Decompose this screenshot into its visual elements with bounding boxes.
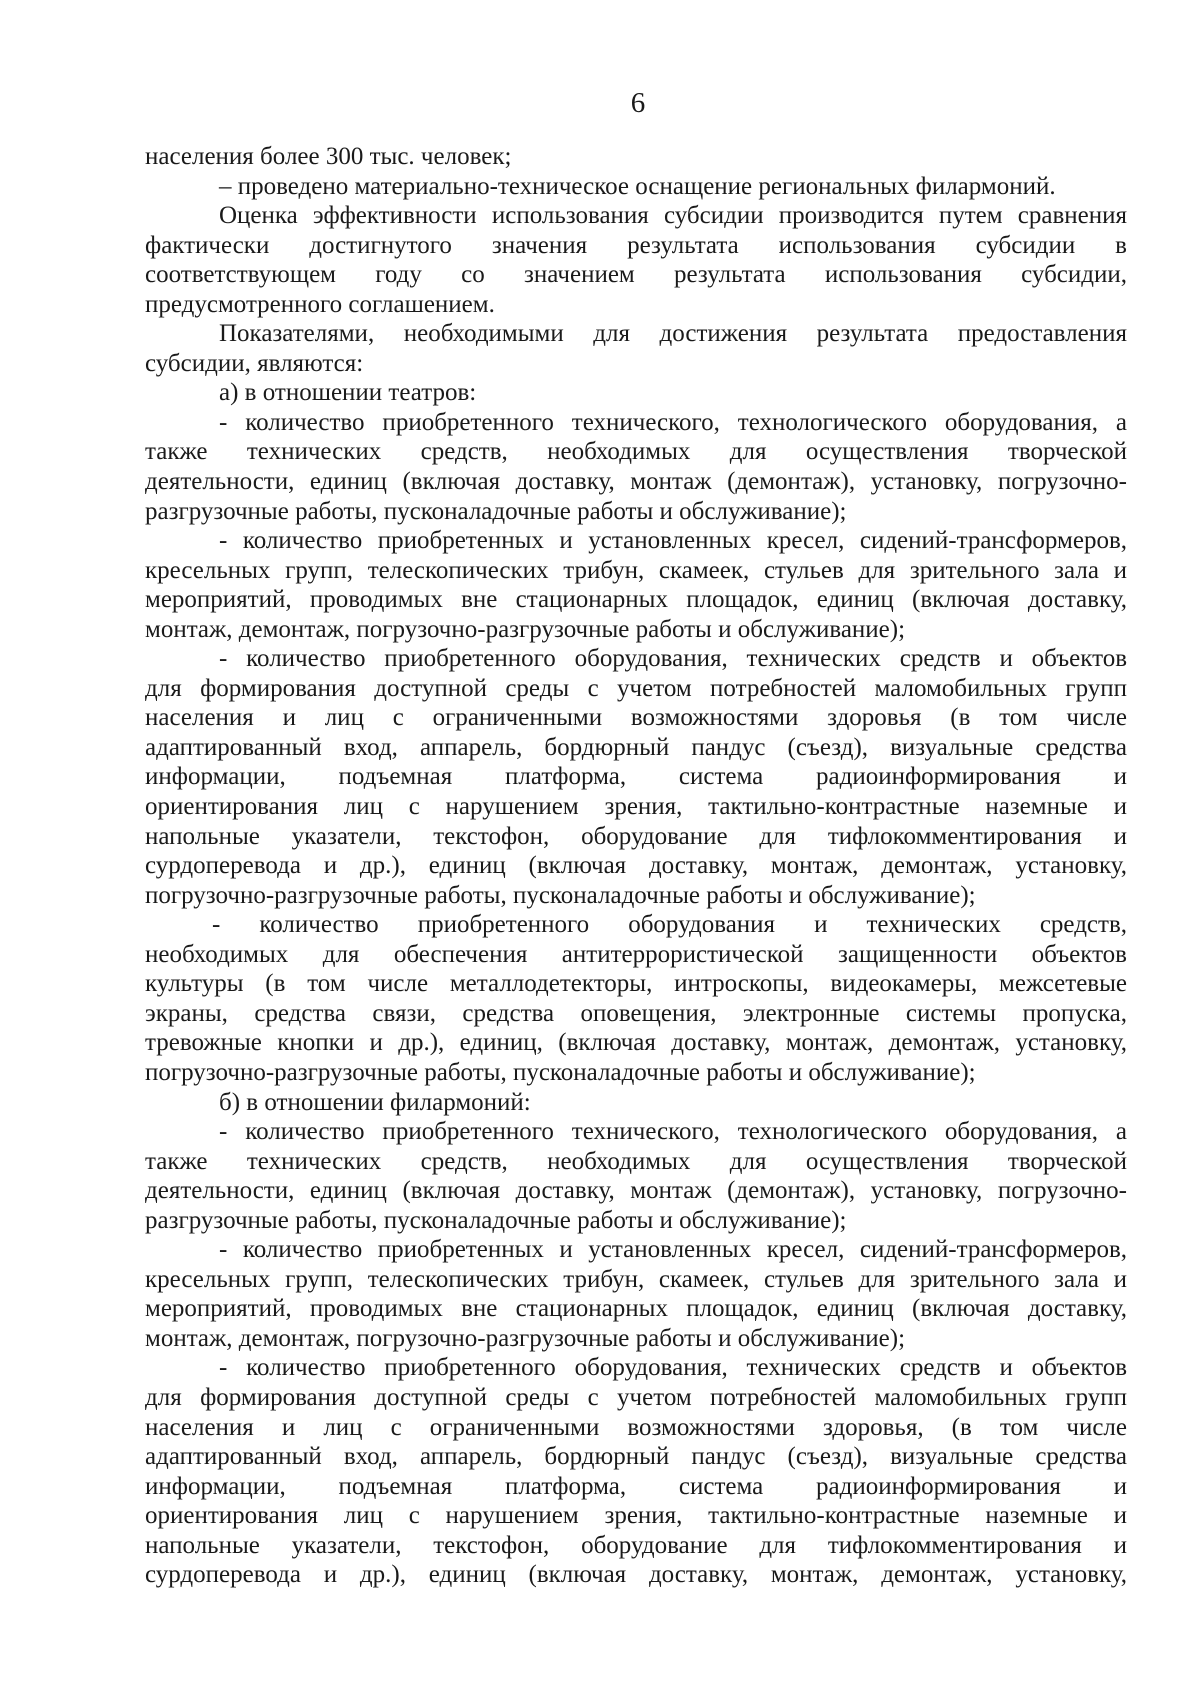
text-line: ориентирования лиц с нарушением зрения, тактильно-контрастные наземные и (145, 1502, 1127, 1530)
page-number: 6 (630, 87, 646, 119)
text-line: сурдоперевода и др.), единиц (включая доставку, монтаж, демонтаж, установку, (145, 1561, 1127, 1589)
text-line: населения более 300 тыс. человек; (145, 143, 512, 170)
text-line: культуры (в том числе металлодетекторы, интроскопы, видеокамеры, межсетевые (145, 970, 1127, 998)
text-line: предусмотренного соглашением. (145, 290, 495, 318)
text-line: необходимых для обеспечения антитеррористической защищенности объектов (145, 940, 1127, 968)
text-line: напольные указатели, текстофон, оборудование для тифлокомментирования и (145, 822, 1127, 850)
text-line: субсидии, являются: (145, 349, 364, 377)
text-line: Показателями, необходимыми для достижения результата предоставления (219, 320, 1127, 348)
text-line: фактически достигнутого значения результата использования субсидии в (145, 231, 1127, 259)
text-line: мероприятий, проводимых вне стационарных площадок, единиц (включая доставку, (145, 1295, 1127, 1323)
text-line: - количество приобретенного оборудования, технических средств и объектов (219, 1354, 1127, 1382)
text-line: также технических средств, необходимых для осуществления творческой (145, 1147, 1127, 1175)
text-line: разгрузочные работы, пусконаладочные работы и обслуживание); (145, 497, 847, 525)
text-line: монтаж, демонтаж, погрузочно-разгрузочные работы и обслуживание); (145, 1324, 906, 1352)
text-line: - количество приобретенного технического, технологического оборудования, а (219, 408, 1127, 436)
text-line: ориентирования лиц с нарушением зрения, тактильно-контрастные наземные и (145, 793, 1127, 821)
text-line: адаптированный вход, аппарель, бордюрный пандус (съезд), визуальные средства (145, 733, 1127, 761)
text-line: - количество приобретенного технического, технологического оборудования, а (219, 1118, 1127, 1146)
text-line: мероприятий, проводимых вне стационарных площадок, единиц (включая доставку, (145, 586, 1127, 614)
text-line: а) в отношении театров: (219, 379, 477, 407)
text-line: б) в отношении филармоний: (219, 1088, 531, 1116)
text-line: сурдоперевода и др.), единиц (включая доставку, монтаж, демонтаж, установку, (145, 852, 1127, 880)
text-line: погрузочно-разгрузочные работы, пусконаладочные работы и обслуживание); (145, 881, 976, 909)
text-line: монтаж, демонтаж, погрузочно-разгрузочные работы и обслуживание); (145, 615, 906, 643)
text-line: погрузочно-разгрузочные работы, пусконаладочные работы и обслуживание); (145, 1058, 976, 1086)
text-line: - количество приобретенных и установленных кресел, сидений-трансформеров, (219, 1236, 1127, 1264)
text-line: информации, подъемная платформа, система радиоинформирования и (145, 763, 1127, 791)
text-line: тревожные кнопки и др.), единиц, (включая доставку, монтаж, демонтаж, установку, (145, 1029, 1127, 1057)
text-line: адаптированный вход, аппарель, бордюрный пандус (съезд), визуальные средства (145, 1443, 1127, 1471)
document-body (145, 142, 1127, 1590)
text-line: для формирования доступной среды с учетом потребностей маломобильных групп (145, 674, 1127, 702)
text-line: разгрузочные работы, пусконаладочные работы и обслуживание); (145, 1206, 847, 1234)
text-line: - количество приобретенного оборудования, технических средств и объектов (219, 645, 1127, 673)
text-line: - количество приобретенного оборудования и технических средств, (212, 911, 1127, 939)
text-line: населения и лиц с ограниченными возможностями здоровья (в том числе (145, 704, 1127, 732)
text-line: Оценка эффективности использования субсидии производится путем сравнения (219, 202, 1127, 230)
text-line: экраны, средства связи, средства оповещения, электронные системы пропуска, (145, 999, 1127, 1027)
text-line: деятельности, единиц (включая доставку, монтаж (демонтаж), установку, погрузочно- (145, 1177, 1127, 1205)
text-line: – проведено материально-техническое оснащение региональных филармоний. (219, 172, 1056, 200)
text-line: кресельных групп, телескопических трибун, скамеек, стульев для зрительного зала и (145, 1265, 1127, 1293)
text-line: населения и лиц с ограниченными возможностями здоровья, (в том числе (145, 1413, 1127, 1441)
text-line: напольные указатели, текстофон, оборудование для тифлокомментирования и (145, 1531, 1127, 1559)
text-line: также технических средств, необходимых для осуществления творческой (145, 438, 1127, 466)
text-line: информации, подъемная платформа, система радиоинформирования и (145, 1472, 1127, 1500)
text-line: кресельных групп, телескопических трибун, скамеек, стульев для зрительного зала и (145, 556, 1127, 584)
text-line: - количество приобретенных и установленных кресел, сидений-трансформеров, (219, 527, 1127, 555)
text-line: для формирования доступной среды с учетом потребностей маломобильных групп (145, 1383, 1127, 1411)
text-line: деятельности, единиц (включая доставку, монтаж (демонтаж), установку, погрузочно- (145, 468, 1127, 496)
text-line: соответствующем году со значением результата использования субсидии, (145, 261, 1127, 289)
